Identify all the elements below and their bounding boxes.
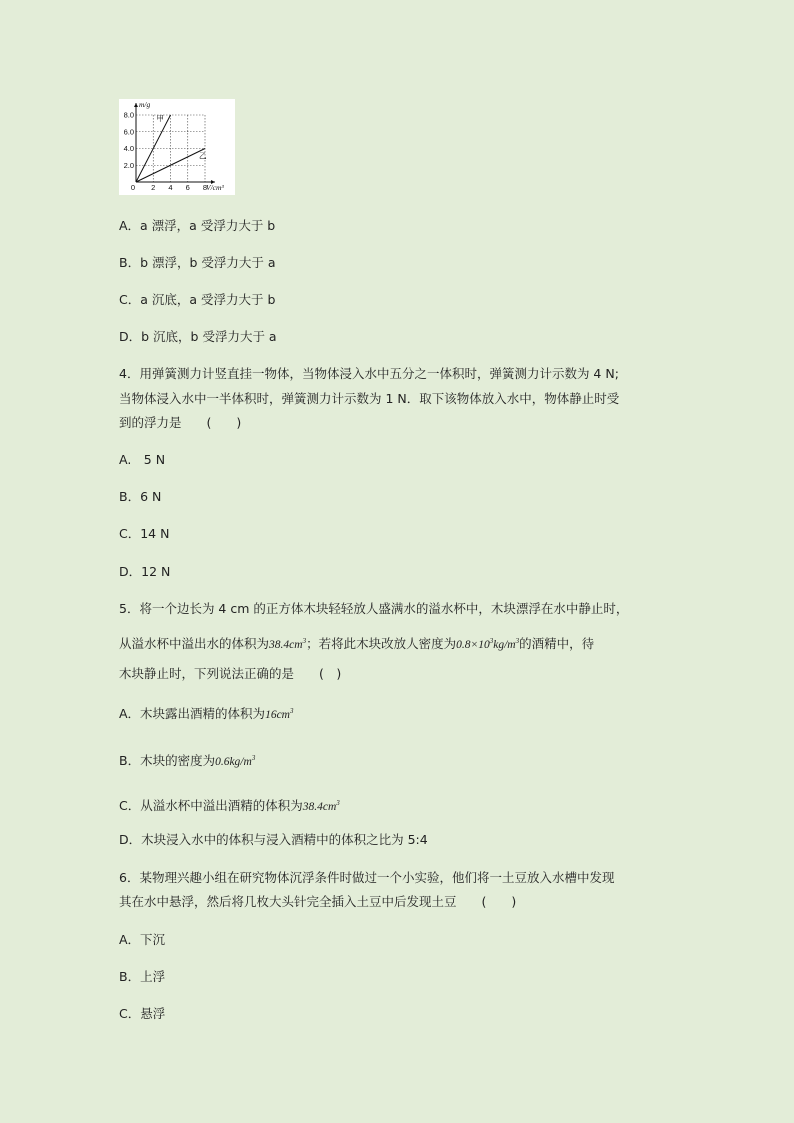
q3-option-d: D．b 沉底，b 受浮力大于 a — [119, 329, 277, 344]
q6-stem-line2: 其在水中悬浮，然后将几枚大头针完全插入土豆中后发现土豆 ( ) — [119, 894, 517, 909]
q5-stem-line1: 5．将一个边长为 4 cm 的正方体木块轻轻放人盛满水的溢水杯中，木块漂浮在水中静止时， — [119, 601, 629, 616]
math-value: 38.4cm — [302, 800, 337, 813]
exponent: 3 — [302, 637, 307, 645]
q5-option-a — [119, 703, 293, 723]
q5-option-c-math — [303, 801, 340, 813]
q4-option-d: D．12 N — [119, 564, 171, 579]
q5-stem-line2 — [119, 633, 594, 653]
x-tick-label: 8 — [202, 183, 208, 192]
y-axis-label: m/g — [139, 100, 151, 109]
q5-stem-line3: 木块静止时，下列说法正确的是 ( ) — [119, 666, 342, 681]
series-label-1: 甲 — [156, 114, 164, 123]
chart-svg — [119, 99, 235, 195]
mass-volume-graph — [119, 99, 235, 195]
q4-stem-line2: 当物体浸入水中一半体积时，弹簧测力计示数为 1 N．取下该物体放入水中，物体静止时受 — [119, 391, 620, 406]
q5-water-volume — [269, 639, 306, 651]
exponent: 3 — [336, 799, 340, 807]
q4-option-c: C．14 N — [119, 526, 170, 541]
x-tick-label: 0 — [130, 183, 136, 192]
q4-stem-line3: 到的浮力是 ( ) — [119, 415, 242, 430]
q5-option-d: D．木块浸入水中的体积与浸入酒精中的体积之比为 5:4 — [119, 832, 428, 847]
y-tick-label: 8.0 — [123, 110, 134, 120]
q5-stem-line2-text-c: 的酒精中，待 — [519, 635, 595, 651]
exponent: 3 — [489, 637, 494, 645]
exponent: 3 — [251, 754, 256, 762]
q5-option-a-text: A．木块露出酒精的体积为 — [119, 705, 266, 721]
q6-option-b: B．上浮 — [119, 969, 166, 984]
math-value: 0.6kg/m — [215, 755, 252, 768]
q6-option-c: C．悬浮 — [119, 1006, 166, 1021]
q3-option-b: B．b 漂浮，b 受浮力大于 a — [119, 255, 276, 270]
q5-option-b-text: B．木块的密度为 — [119, 752, 216, 768]
x-tick-label: 2 — [151, 183, 156, 192]
q5-option-c-text: C．从溢水杯中溢出酒精的体积为 — [119, 797, 303, 813]
y-tick-label: 4.0 — [123, 144, 134, 153]
x-tick-label: 4 — [168, 183, 173, 192]
q4-option-a: A. 5 N — [119, 452, 166, 467]
math-value: 16cm — [265, 708, 290, 721]
series-label-2: 乙 — [199, 151, 207, 161]
q5-option-b-math — [215, 756, 255, 768]
q5-option-a-math — [265, 709, 293, 721]
q3-option-a: A．a 漂浮，a 受浮力大于 b — [119, 218, 276, 233]
y-tick-label: 6.0 — [123, 127, 134, 137]
q3-option-c: C．a 沉底，a 受浮力大于 b — [119, 292, 276, 307]
q5-option-c — [119, 795, 340, 815]
q5-density-unit: kg/m — [493, 638, 516, 651]
q5-stem-line2-text-a: 从溢水杯中溢出水的体积为 — [119, 635, 270, 651]
exponent: 3 — [515, 637, 520, 645]
q5-alcohol-density — [456, 639, 519, 651]
x-axis-label: V/cm³ — [206, 183, 224, 192]
q4-option-b: B．6 N — [119, 489, 162, 504]
q4-stem-line1: 4．用弹簧测力计竖直挂一物体，当物体浸入水中五分之一体积时，弹簧测力计示数为 4 N; — [119, 366, 619, 381]
q5-stem-line2-text-b: ；若将此木块改放人密度为 — [306, 635, 457, 651]
q6-option-a: A．下沉 — [119, 932, 166, 947]
q6-stem-line1: 6．某物理兴趣小组在研究物体沉浮条件时做过一个小实验，他们将一土豆放入水槽中发现 — [119, 870, 615, 885]
q5-option-b — [119, 750, 255, 770]
x-tick-label: 6 — [185, 183, 190, 192]
q5-water-volume-value: 38.4cm — [269, 638, 303, 651]
y-axis-arrow — [134, 103, 138, 107]
exponent: 3 — [289, 707, 294, 715]
y-tick-label: 2.0 — [123, 160, 134, 170]
q5-density-mantissa: 0.8×10 — [456, 638, 490, 651]
